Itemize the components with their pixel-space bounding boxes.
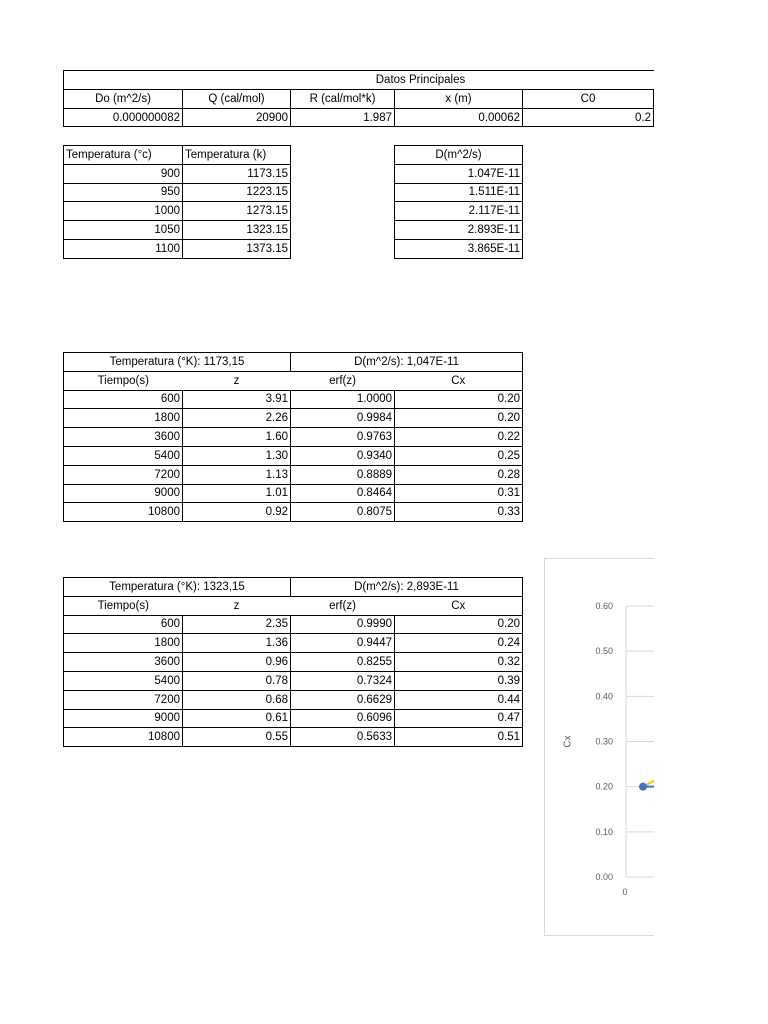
header-cx: Cx — [395, 596, 523, 615]
tiempo-cell: 600 — [64, 615, 183, 634]
kelvin-cell: 1373.15 — [183, 239, 291, 258]
cx-cell: 0.47 — [395, 709, 523, 728]
z-cell: 0.78 — [183, 671, 291, 690]
tiempo-cell: 7200 — [64, 690, 183, 709]
erf-cell: 0.7324 — [291, 671, 395, 690]
tiempo-cell: 5400 — [64, 671, 183, 690]
y-tick-label: 0.10 — [595, 826, 613, 837]
header-erf: erf(z) — [291, 371, 395, 390]
table-row — [64, 428, 523, 447]
cx-chart-plot — [544, 558, 654, 936]
header-r: R (cal/mol*k) — [291, 90, 395, 109]
table-row — [64, 221, 291, 240]
table-row — [395, 164, 523, 183]
header-z: z — [183, 371, 291, 390]
celsius-cell: 900 — [64, 164, 183, 183]
tiempo-cell: 10800 — [64, 728, 183, 747]
z-cell: 0.55 — [183, 728, 291, 747]
z-cell: 1.60 — [183, 428, 291, 447]
temperature-table — [63, 145, 291, 259]
table-row — [64, 503, 523, 522]
erf-cell: 0.8255 — [291, 653, 395, 672]
table-row — [64, 634, 523, 653]
table-row — [395, 239, 523, 258]
header-tiempo: Tiempo(s) — [64, 371, 183, 390]
table-row — [64, 409, 523, 428]
header-do: Do (m^2/s) — [64, 90, 183, 109]
value-c0: 0.2 — [523, 109, 654, 127]
diffusion-cell: 2.893E-11 — [395, 221, 523, 240]
datos-principales-table — [63, 89, 654, 127]
header-diffusion: D(m^2/s) — [395, 146, 523, 165]
z-cell: 1.01 — [183, 484, 291, 503]
cx-cell: 0.32 — [395, 653, 523, 672]
y-tick-label: 0.50 — [595, 646, 613, 657]
y-tick-label: 0.60 — [595, 601, 613, 611]
tiempo-cell: 1800 — [64, 634, 183, 653]
header-row — [64, 596, 523, 615]
tiempo-cell: 9000 — [64, 709, 183, 728]
conditions-row — [64, 353, 523, 372]
diffusion-label: D(m^2/s): 1,047E-11 — [291, 353, 523, 372]
tiempo-cell: 600 — [64, 390, 183, 409]
z-cell: 1.13 — [183, 465, 291, 484]
data-point — [640, 783, 647, 790]
y-tick-label: 0.40 — [595, 691, 613, 702]
diffusion-cell: 2.117E-11 — [395, 202, 523, 221]
cx-cell: 0.39 — [395, 671, 523, 690]
tiempo-cell: 10800 — [64, 503, 183, 522]
kelvin-cell: 1223.15 — [183, 183, 291, 202]
erf-cell: 0.6096 — [291, 709, 395, 728]
erf-cell: 0.9990 — [291, 615, 395, 634]
cx-cell: 0.51 — [395, 728, 523, 747]
table-row — [64, 164, 291, 183]
value-q: 20900 — [183, 109, 291, 127]
series-line — [643, 647, 654, 787]
table-row — [64, 239, 291, 258]
x-tick-label: 0 — [622, 887, 628, 897]
y-axis-label: Cx — [562, 735, 574, 748]
diffusion-table — [394, 145, 523, 259]
cx-chart[interactable] — [544, 558, 654, 936]
diffusion-label: D(m^2/s): 2,893E-11 — [291, 578, 523, 597]
cx-cell: 0.20 — [395, 390, 523, 409]
table-row — [64, 202, 291, 221]
header-x: x (m) — [395, 90, 523, 109]
header-row — [395, 146, 523, 165]
table-row — [64, 465, 523, 484]
header-z: z — [183, 596, 291, 615]
header-kelvin: Temperatura (k) — [183, 146, 291, 165]
kelvin-cell: 1323.15 — [183, 221, 291, 240]
z-cell: 0.68 — [183, 690, 291, 709]
table-row — [64, 671, 523, 690]
header-cx: Cx — [395, 371, 523, 390]
erf-cell: 0.5633 — [291, 728, 395, 747]
header-celsius: Temperatura (°c) — [64, 146, 183, 165]
table-row — [395, 183, 523, 202]
erf-cell: 0.8075 — [291, 503, 395, 522]
y-tick-label: 0.30 — [595, 736, 613, 747]
z-cell: 1.30 — [183, 446, 291, 465]
erf-cell: 0.9340 — [291, 446, 395, 465]
z-cell: 1.36 — [183, 634, 291, 653]
header-tiempo: Tiempo(s) — [64, 596, 183, 615]
erf-cell: 0.9763 — [291, 428, 395, 447]
cx-cell: 0.33 — [395, 503, 523, 522]
value-do: 0.000000082 — [64, 109, 183, 127]
header-row — [64, 90, 654, 109]
z-cell: 2.26 — [183, 409, 291, 428]
tiempo-cell: 7200 — [64, 465, 183, 484]
diffusion-cell: 1.047E-11 — [395, 164, 523, 183]
kelvin-cell: 1273.15 — [183, 202, 291, 221]
table-row — [64, 390, 523, 409]
tiempo-cell: 3600 — [64, 428, 183, 447]
celsius-cell: 1100 — [64, 239, 183, 258]
value-r: 1.987 — [291, 109, 395, 127]
table-row — [64, 653, 523, 672]
table-row — [64, 728, 523, 747]
header-erf: erf(z) — [291, 596, 395, 615]
table-row — [64, 484, 523, 503]
table-row — [64, 709, 523, 728]
y-tick-label: 0.20 — [595, 781, 613, 792]
erf-cell: 0.9984 — [291, 409, 395, 428]
z-cell: 0.96 — [183, 653, 291, 672]
table-row — [395, 202, 523, 221]
erf-cell: 0.6629 — [291, 690, 395, 709]
tiempo-cell: 9000 — [64, 484, 183, 503]
header-row — [64, 371, 523, 390]
cx-cell: 0.24 — [395, 634, 523, 653]
temperature-label: Temperatura (°K): 1323,15 — [64, 578, 291, 597]
results-table-1 — [63, 352, 523, 522]
z-cell: 3.91 — [183, 390, 291, 409]
header-q: Q (cal/mol) — [183, 90, 291, 109]
header-row — [64, 146, 291, 165]
cx-cell: 0.28 — [395, 465, 523, 484]
table-row — [64, 690, 523, 709]
tiempo-cell: 3600 — [64, 653, 183, 672]
table-row — [64, 183, 291, 202]
cx-cell: 0.25 — [395, 446, 523, 465]
cx-cell: 0.44 — [395, 690, 523, 709]
z-cell: 0.92 — [183, 503, 291, 522]
conditions-row — [64, 578, 523, 597]
celsius-cell: 1000 — [64, 202, 183, 221]
kelvin-cell: 1173.15 — [183, 164, 291, 183]
values-row — [64, 109, 654, 127]
value-x: 0.00062 — [395, 109, 523, 127]
celsius-cell: 950 — [64, 183, 183, 202]
z-cell: 2.35 — [183, 615, 291, 634]
cx-cell: 0.20 — [395, 409, 523, 428]
erf-cell: 0.9447 — [291, 634, 395, 653]
series-line — [643, 728, 654, 787]
table-row — [395, 221, 523, 240]
y-tick-label: 0.00 — [595, 872, 613, 882]
table-row — [64, 615, 523, 634]
table-row — [64, 446, 523, 465]
tiempo-cell: 1800 — [64, 409, 183, 428]
cx-cell: 0.20 — [395, 615, 523, 634]
header-c0: C0 — [523, 90, 654, 109]
erf-cell: 1.0000 — [291, 390, 395, 409]
erf-cell: 0.8464 — [291, 484, 395, 503]
erf-cell: 0.8889 — [291, 465, 395, 484]
diffusion-cell: 1.511E-11 — [395, 183, 523, 202]
cx-cell: 0.31 — [395, 484, 523, 503]
diffusion-cell: 3.865E-11 — [395, 239, 523, 258]
datos-principales-title: Datos Principales — [63, 70, 654, 89]
cx-cell: 0.22 — [395, 428, 523, 447]
results-table-2 — [63, 577, 523, 747]
celsius-cell: 1050 — [64, 221, 183, 240]
tiempo-cell: 5400 — [64, 446, 183, 465]
temperature-label: Temperatura (°K): 1173,15 — [64, 353, 291, 372]
z-cell: 0.61 — [183, 709, 291, 728]
